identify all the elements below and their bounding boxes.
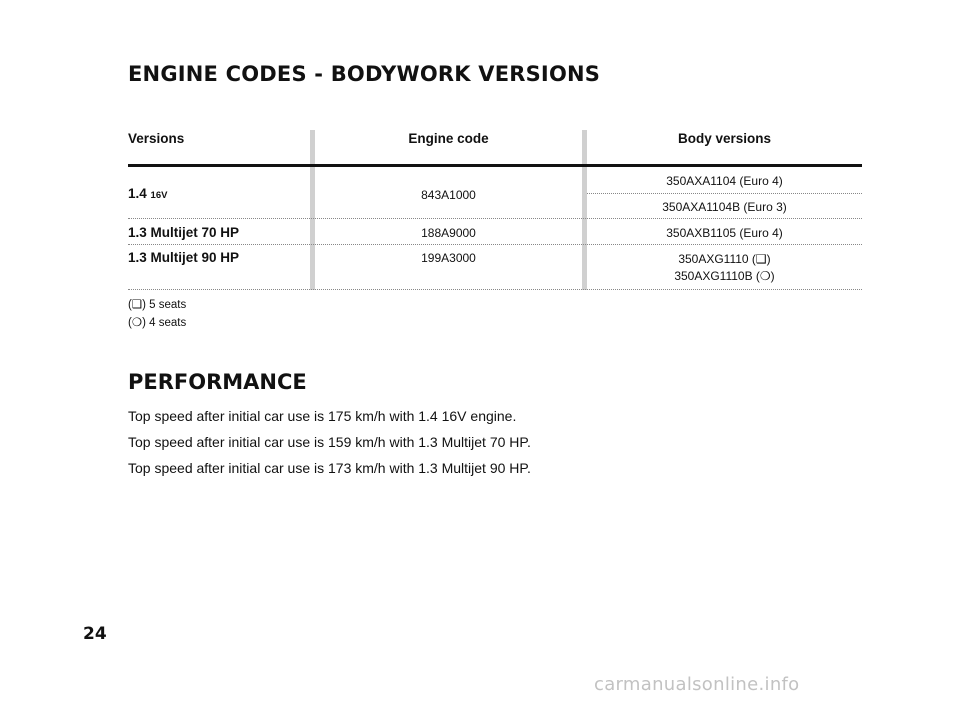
section-title: ENGINE CODES - BODYWORK VERSIONS bbox=[128, 62, 601, 86]
footnote-5-seats: (❑) 5 seats bbox=[128, 299, 187, 311]
header-rule bbox=[128, 164, 862, 167]
row-body-version: 350AXB1105 (Euro 4) bbox=[666, 226, 783, 240]
row-divider bbox=[128, 289, 862, 290]
header-body-versions: Body versions bbox=[677, 131, 772, 146]
header-versions: Versions bbox=[128, 131, 185, 146]
performance-line: Top speed after initial car use is 175 km/h with 1.4 16V engine. bbox=[128, 408, 517, 424]
header-engine-code: Engine code bbox=[408, 131, 489, 146]
row-body-version: 350AXA1104B (Euro 3) bbox=[662, 200, 787, 214]
row-body-version: 350AXG1110 (❑) bbox=[678, 252, 771, 266]
row-engine-code: 199A3000 bbox=[421, 251, 476, 265]
row-subdivider bbox=[587, 193, 862, 194]
performance-line: Top speed after initial car use is 173 km/h with 1.3 Multijet 90 HP. bbox=[128, 460, 531, 476]
footnote-4-seats: (❍) 4 seats bbox=[128, 317, 187, 329]
watermark: carmanualsonline.info bbox=[594, 674, 800, 695]
row-divider bbox=[128, 244, 862, 245]
row-engine-code: 843A1000 bbox=[421, 188, 476, 202]
row-version: 1.4 16V bbox=[128, 186, 168, 201]
row-engine-code: 188A9000 bbox=[421, 226, 476, 240]
performance-title: PERFORMANCE bbox=[128, 370, 307, 394]
row-body-version: 350AXA1104 (Euro 4) bbox=[666, 174, 783, 188]
row-version: 1.3 Multijet 70 HP bbox=[128, 225, 240, 240]
performance-line: Top speed after initial car use is 159 km/h with 1.3 Multijet 70 HP. bbox=[128, 434, 531, 450]
row-divider bbox=[128, 218, 862, 219]
row-body-version: 350AXG1110B (❍) bbox=[674, 269, 775, 283]
footnotes bbox=[128, 296, 186, 332]
row-version: 1.3 Multijet 90 HP bbox=[128, 250, 240, 265]
page-number: 24 bbox=[83, 624, 107, 644]
